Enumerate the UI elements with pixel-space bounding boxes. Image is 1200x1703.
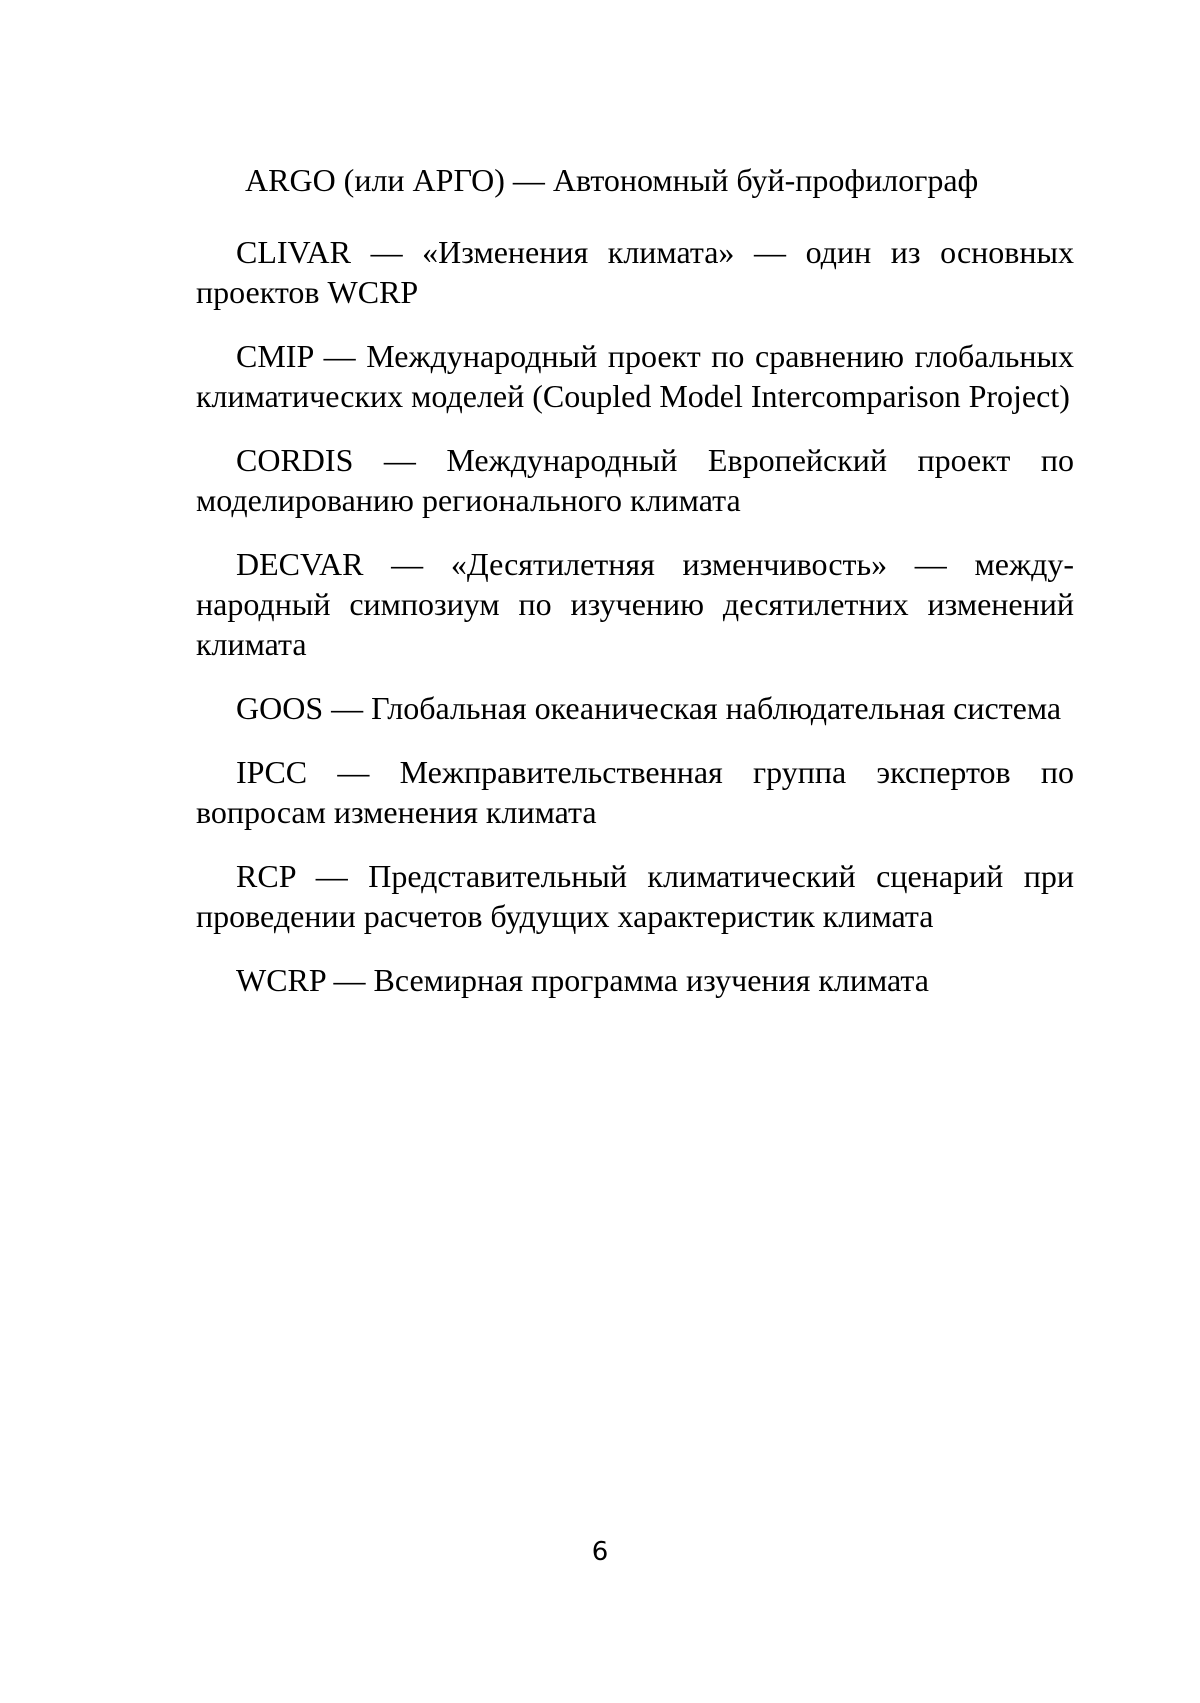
entry-decvar: DECVAR — «Десятилетняя изменчивость» — международный симпозиум по изучению десятилетних изменений климата (196, 546, 1074, 662)
entry-ipcc: IPCC — Межправительственная группа экспертов по вопросам изменения климата (196, 754, 1074, 830)
entry-cmip: CMIP — Международный проект по сравнению глобальных климатических моделей (Coupled Model Intercomparison Project) (196, 338, 1074, 414)
entry-goos: GOOS — Глобальная океаническая наблюдательная система (236, 690, 1062, 726)
entry-argo: ARGO (или АРГО) — Автономный буй-профилограф (245, 162, 979, 198)
entry-wcrp: WCRP — Всемирная программа изучения климата (236, 962, 929, 998)
page-number: 6 (591, 1537, 609, 1567)
abbreviations-list (196, 160, 1074, 1024)
entry-clivar: CLIVAR — «Изменения климата» — один из основных проектов WCRP (196, 234, 1074, 310)
entry-rcp: RCP — Представительный климатический сценарий при проведении расчетов будущих характеристик климата (196, 858, 1074, 934)
entry-cordis: CORDIS — Международный Европейский проект по моделированию регионального климата (196, 442, 1074, 518)
